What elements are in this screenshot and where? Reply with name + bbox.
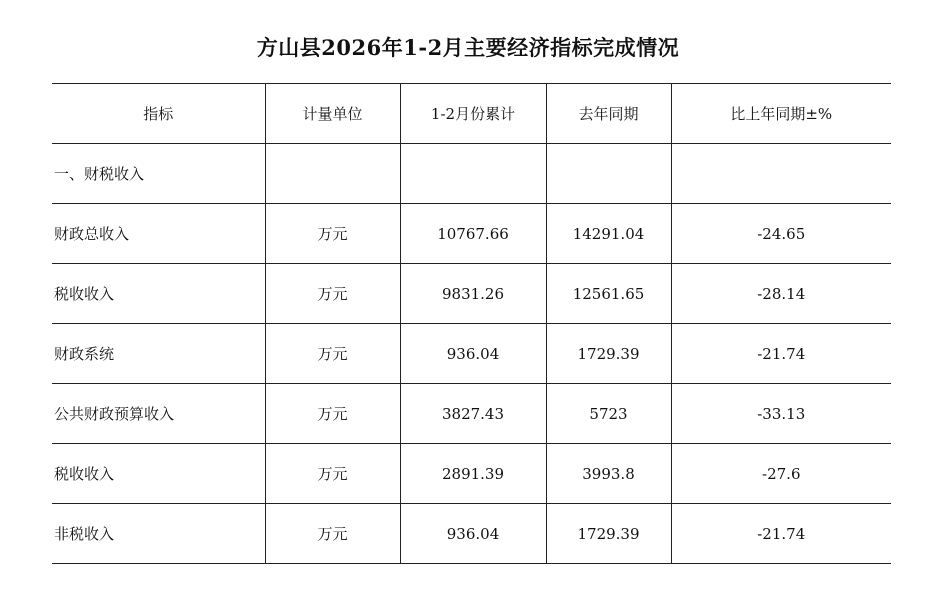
column-header-cumulative: 1-2月份累计 <box>400 84 546 144</box>
table-header <box>52 84 891 144</box>
cumulative-cell: 9831.26 <box>400 264 546 324</box>
page-title: 方山县2026年1-2月主要经济指标完成情况 <box>256 35 680 60</box>
column-header-last-year: 去年同期 <box>546 84 671 144</box>
last-year-cell: 3993.8 <box>546 444 671 504</box>
table-row <box>52 384 891 444</box>
column-header-unit: 计量单位 <box>265 84 400 144</box>
unit-cell: 万元 <box>265 264 400 324</box>
unit-cell: 万元 <box>265 504 400 564</box>
column-header-change: 比上年同期±% <box>671 84 891 144</box>
cumulative-cell: 3827.43 <box>400 384 546 444</box>
last-year-cell: 5723 <box>546 384 671 444</box>
change-cell: -33.13 <box>671 384 891 444</box>
section-last-year-cell <box>546 144 671 204</box>
column-header-indicator: 指标 <box>52 84 265 144</box>
table-body <box>52 144 891 564</box>
indicator-cell: 公共财政预算收入 <box>52 384 265 444</box>
section-row <box>52 144 891 204</box>
unit-cell: 万元 <box>265 444 400 504</box>
cumulative-cell: 936.04 <box>400 504 546 564</box>
last-year-cell: 14291.04 <box>546 204 671 264</box>
indicator-table <box>52 83 891 564</box>
section-cumulative-cell <box>400 144 546 204</box>
indicator-cell: 财政总收入 <box>52 204 265 264</box>
table-row <box>52 444 891 504</box>
change-cell: -24.65 <box>671 204 891 264</box>
unit-cell: 万元 <box>265 204 400 264</box>
table-row <box>52 264 891 324</box>
indicator-cell: 财政系统 <box>52 324 265 384</box>
change-cell: -27.6 <box>671 444 891 504</box>
unit-cell: 万元 <box>265 324 400 384</box>
cumulative-cell: 10767.66 <box>400 204 546 264</box>
last-year-cell: 12561.65 <box>546 264 671 324</box>
indicator-cell: 非税收入 <box>52 504 265 564</box>
change-cell: -28.14 <box>671 264 891 324</box>
unit-cell: 万元 <box>265 384 400 444</box>
section-label: 一、财税收入 <box>52 144 265 204</box>
indicator-cell: 税收收入 <box>52 444 265 504</box>
change-cell: -21.74 <box>671 324 891 384</box>
section-change-cell <box>671 144 891 204</box>
section-unit-cell <box>265 144 400 204</box>
table-row <box>52 204 891 264</box>
cumulative-cell: 936.04 <box>400 324 546 384</box>
change-cell: -21.74 <box>671 504 891 564</box>
last-year-cell: 1729.39 <box>546 324 671 384</box>
indicator-cell: 税收收入 <box>52 264 265 324</box>
header-row <box>52 84 891 144</box>
table-row <box>52 324 891 384</box>
cumulative-cell: 2891.39 <box>400 444 546 504</box>
last-year-cell: 1729.39 <box>546 504 671 564</box>
table-row <box>52 504 891 564</box>
